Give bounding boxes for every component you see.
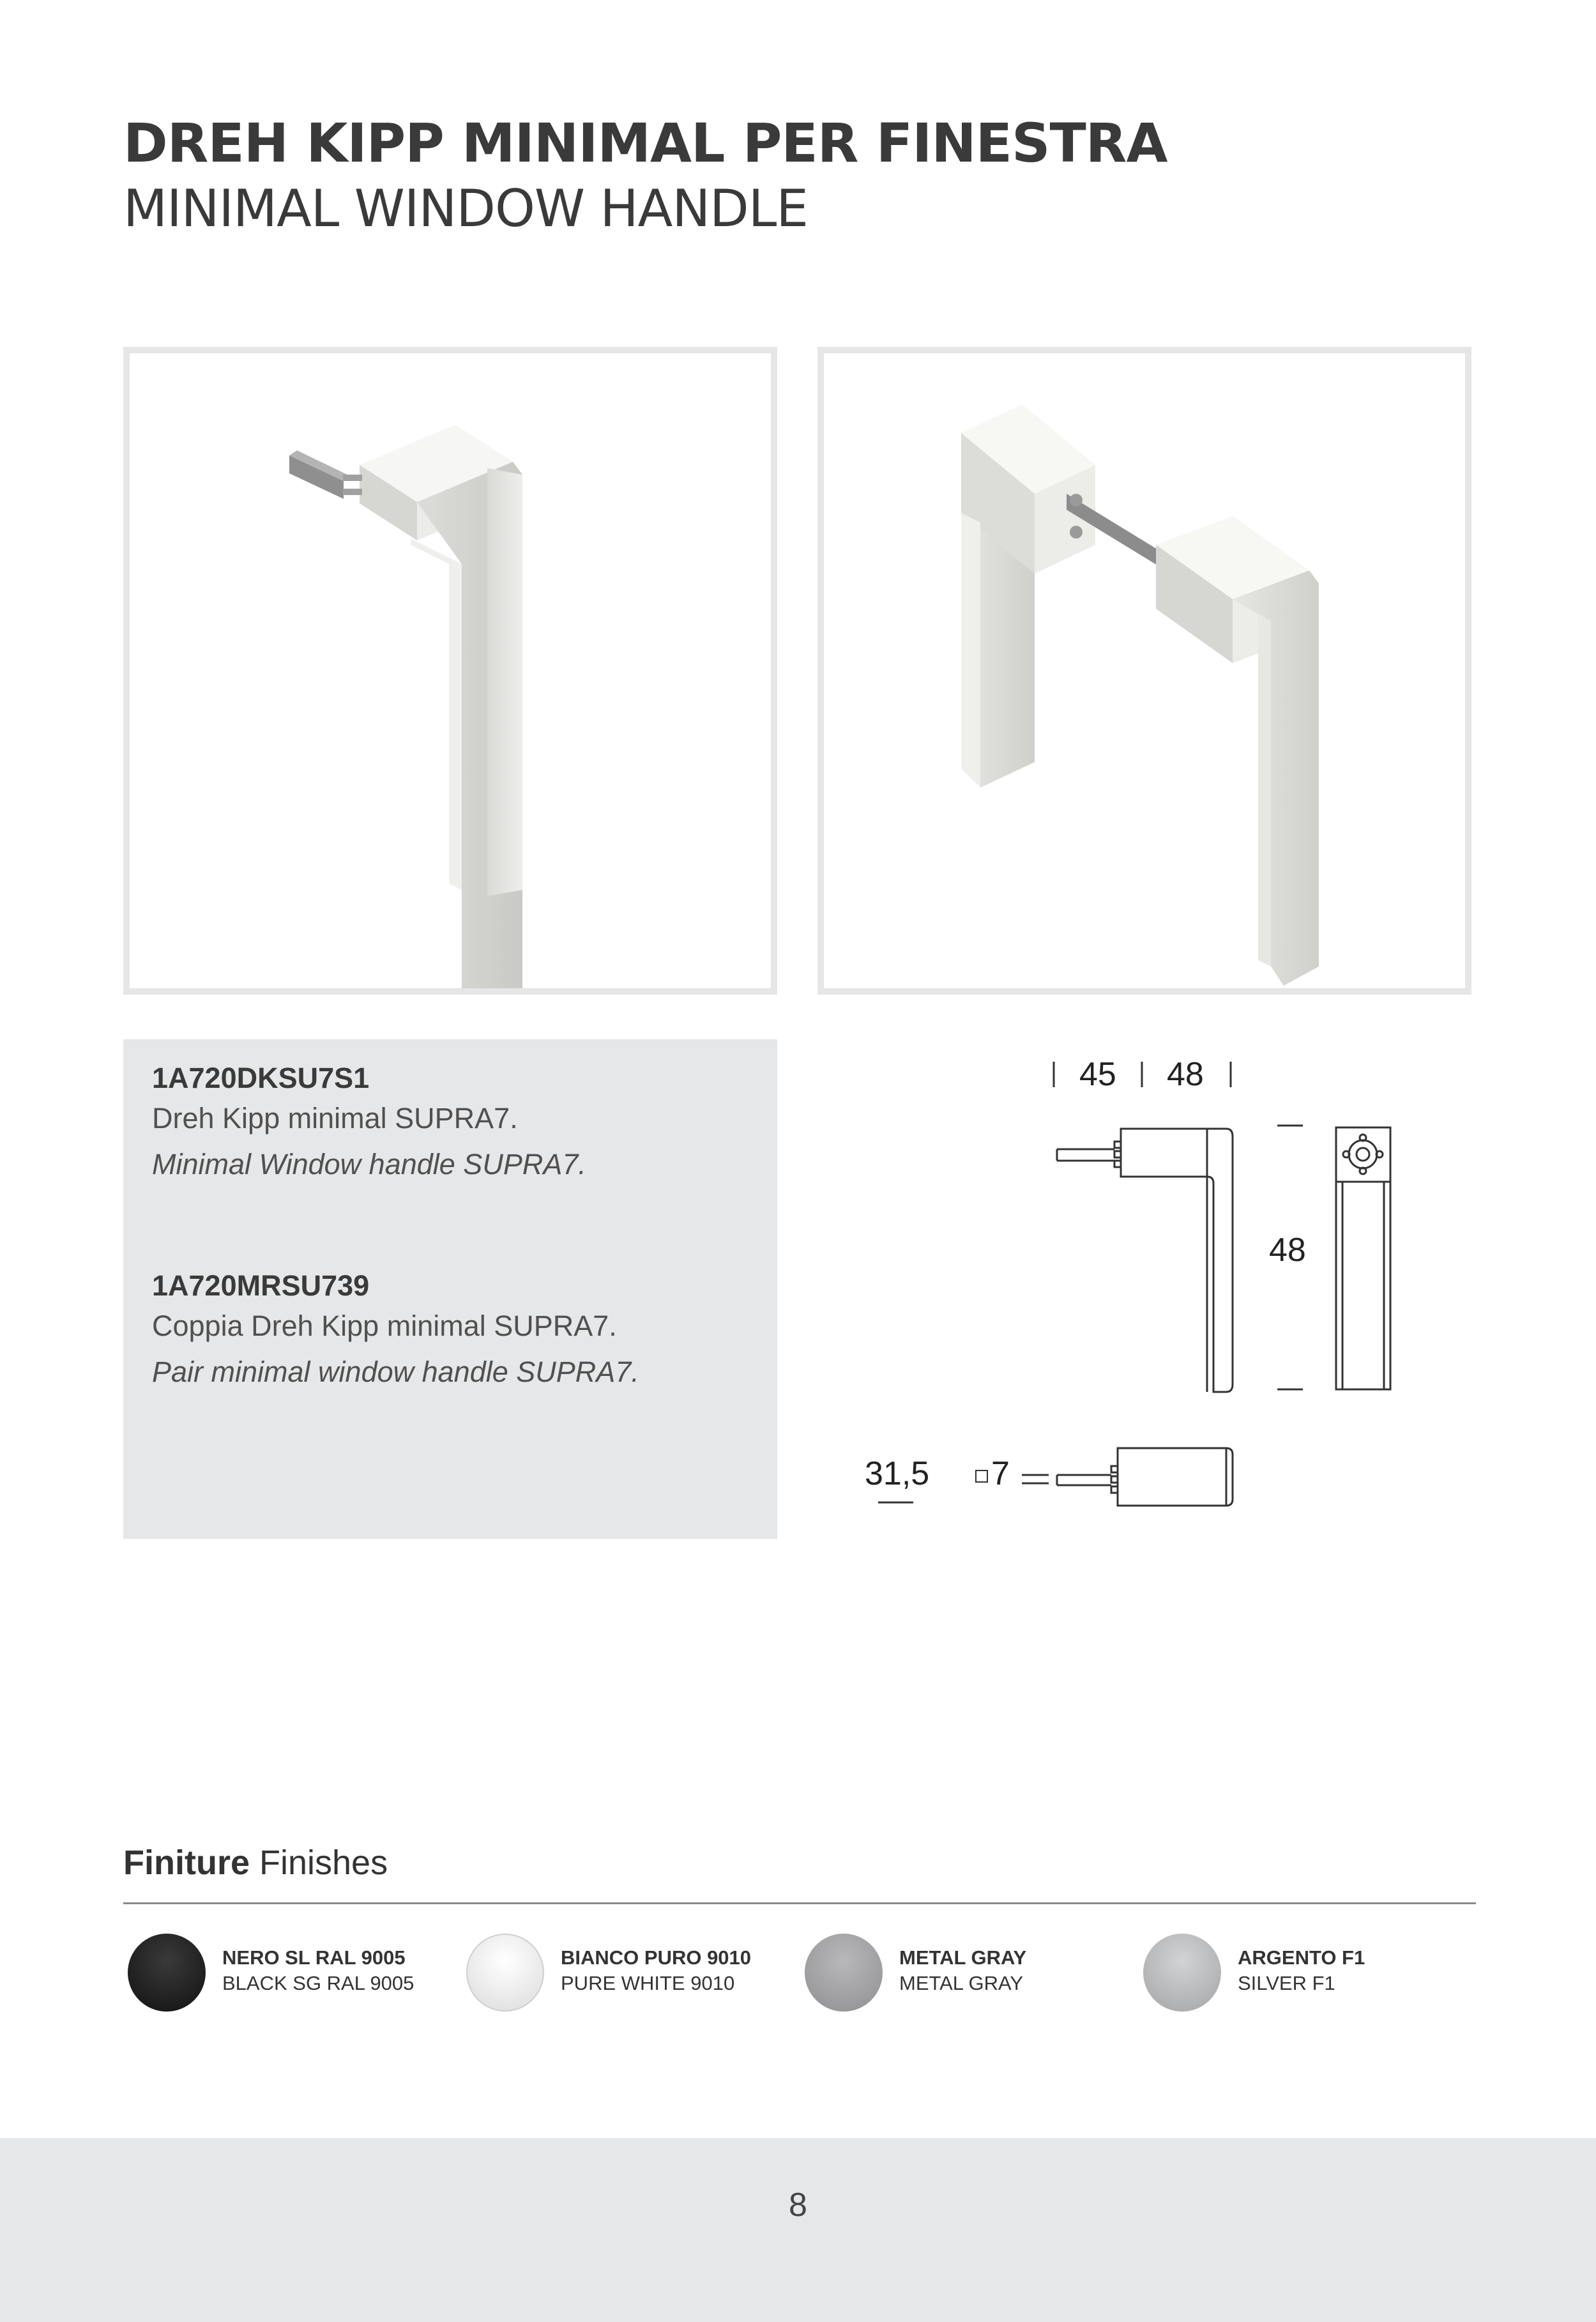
page-title: DREH KIPP MINIMAL PER FINESTRA bbox=[123, 112, 1167, 174]
dimension-height: 48 bbox=[1269, 1232, 1306, 1269]
finish-name-en: SILVER F1 bbox=[1238, 1972, 1335, 1994]
finishes-title-en: Finishes bbox=[259, 1844, 388, 1882]
pair-handle-image bbox=[817, 347, 1471, 995]
finishes-title-it: Finiture bbox=[123, 1844, 250, 1882]
finish-name: BIANCO PURO 9010 bbox=[561, 1946, 752, 1969]
single-handle-render bbox=[130, 353, 771, 988]
page-subtitle: MINIMAL WINDOW HANDLE bbox=[123, 179, 808, 238]
finish-swatch-black bbox=[128, 1934, 206, 2012]
product-name-it: Coppia Dreh Kipp minimal SUPRA7. bbox=[152, 1310, 617, 1342]
page-number: 8 bbox=[789, 2187, 807, 2224]
finish-name-en: METAL GRAY bbox=[899, 1972, 1024, 1994]
technical-drawing bbox=[817, 1039, 1471, 1539]
product-name-en: Minimal Window handle SUPRA7. bbox=[152, 1148, 586, 1180]
single-handle-image bbox=[123, 347, 777, 995]
dimension-depth-b: 48 bbox=[1167, 1056, 1204, 1093]
finish-swatch-metal-gray bbox=[805, 1934, 883, 2012]
dimension-spindle-square: 7 bbox=[991, 1455, 1010, 1492]
finishes-divider bbox=[123, 1902, 1476, 1904]
finish-name: METAL GRAY bbox=[899, 1946, 1027, 1969]
finish-name: NERO SL RAL 9005 bbox=[222, 1946, 406, 1969]
product-name-en: Pair minimal window handle SUPRA7. bbox=[152, 1356, 639, 1388]
finish-swatch-silver bbox=[1143, 1934, 1221, 2012]
product-info-panel bbox=[123, 1039, 777, 1539]
finish-name: ARGENTO F1 bbox=[1238, 1946, 1365, 1969]
finish-name-en: PURE WHITE 9010 bbox=[561, 1972, 735, 1994]
product-code: 1A720DKSU7S1 bbox=[152, 1062, 370, 1094]
product-code: 1A720MRSU739 bbox=[152, 1269, 370, 1302]
pair-handle-render bbox=[824, 353, 1465, 988]
dimension-depth-a: 45 bbox=[1079, 1056, 1116, 1093]
dimension-spindle-length: 31,5 bbox=[865, 1455, 930, 1492]
finish-name-en: BLACK SG RAL 9005 bbox=[222, 1972, 414, 1994]
finishes-heading bbox=[123, 1843, 388, 1883]
finish-swatch-white bbox=[466, 1934, 544, 2012]
product-name-it: Dreh Kipp minimal SUPRA7. bbox=[152, 1102, 518, 1134]
page-footer bbox=[0, 2138, 1596, 2322]
